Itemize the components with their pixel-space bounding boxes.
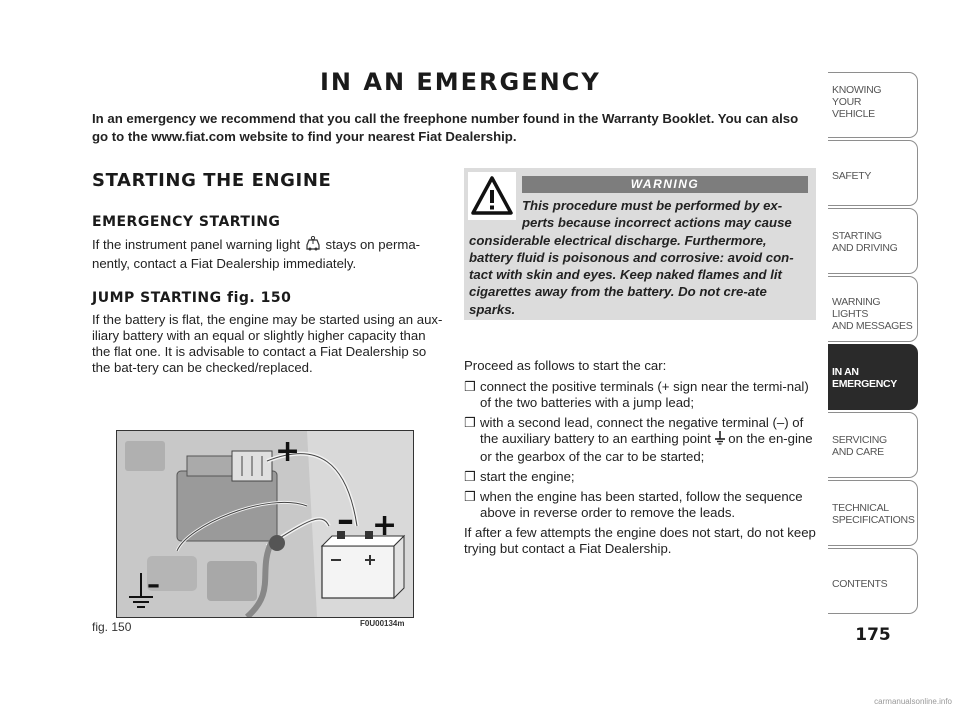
- earth-ground-icon: [715, 431, 725, 449]
- tab-starting-and-driving[interactable]: STARTING AND DRIVING: [828, 208, 918, 274]
- jump-start-battery-illustration: [116, 430, 414, 618]
- page-number: 175: [855, 625, 891, 645]
- list-item: ❒ with a second lead, connect the negative terminal (–) of the auxiliary battery to an earthing point on the en-gine or the gearbox of the car to be started;: [464, 415, 813, 464]
- figure-code: F0U00134m: [360, 619, 405, 628]
- checkbox-bullet-icon: ❒: [464, 489, 476, 504]
- tab-in-an-emergency[interactable]: IN AN EMERGENCY: [828, 344, 918, 410]
- figure-caption: fig. 150: [92, 620, 132, 634]
- checkbox-bullet-icon: ❒: [464, 469, 476, 484]
- list-item: ❒ connect the positive terminals (+ sign near the termi-nal) of the two batteries with a jump lead;: [464, 379, 809, 410]
- footer-watermark: carmanualsonline.info: [874, 697, 952, 706]
- jump-starting-text: If the battery is flat, the engine may be started using an aux-iliary battery with an equal or slightly higher capacity than the flat one. It is advisable to contact a Fiat Dealership so the bat-tery can be checked/replaced.: [92, 312, 443, 375]
- emergency-starting-text: If the instrument panel warning light stays on perma-nently, contact a Fiat Dealership immediately.: [92, 237, 421, 271]
- jump-starting-section: [92, 290, 446, 376]
- page-title: IN AN EMERGENCY: [320, 68, 601, 96]
- warning-text: This procedure must be performed by ex-perts because incorrect actions may cause considerable electrical discharge. Furthermore, battery fluid is poisonous and corrosive: avoid con-tact with skin and eyes. Keep naked flames and lit cigarettes away from the battery. Do not cre-ate sparks.: [469, 198, 794, 317]
- emergency-starting-title: EMERGENCY STARTING: [92, 214, 281, 230]
- tab-contents[interactable]: CONTENTS: [828, 548, 918, 614]
- immobilizer-car-key-icon: [304, 236, 322, 256]
- figure-plus-sign-aux: +: [372, 508, 398, 543]
- figure-plus-sign-battery: +: [275, 434, 301, 469]
- tab-servicing-and-care[interactable]: SERVICING AND CARE: [828, 412, 918, 478]
- tab-safety[interactable]: SAFETY: [828, 140, 918, 206]
- tab-warning-lights-and-messages[interactable]: WARNING LIGHTS AND MESSAGES: [828, 276, 918, 342]
- list-item: ❒ when the engine has been started, follow the sequence above in reverse order to remove the leads.: [464, 489, 803, 520]
- jump-starting-title: JUMP STARTING fig. 150: [92, 290, 292, 306]
- procedure-intro: Proceed as follows to start the car:: [464, 358, 667, 373]
- list-item: ❒ start the engine;: [464, 469, 575, 484]
- procedure-closing: If after a few attempts the engine does not start, do not keep trying but contact a Fiat Dealership.: [464, 525, 816, 556]
- checkbox-bullet-icon: ❒: [464, 379, 476, 394]
- procedure-section: [464, 358, 816, 557]
- figure-minus-sign-earth: –: [147, 570, 160, 600]
- emergency-starting-section: [92, 214, 446, 272]
- procedure-steps: [464, 379, 816, 521]
- tab-technical-specifications[interactable]: TECHNICAL SPECIFICATIONS: [828, 480, 918, 546]
- figure-minus-sign-aux: –: [337, 500, 354, 540]
- intro-paragraph: In an emergency we recommend that you call the freephone number found in the Warranty Booklet. You can also go to the www.fiat.com website to find your nearest Fiat Dealership.: [92, 111, 799, 144]
- section-title: STARTING THE ENGINE: [92, 170, 332, 191]
- warning-label: WARNING: [522, 176, 808, 193]
- warning-box: [464, 168, 816, 320]
- checkbox-bullet-icon: ❒: [464, 415, 476, 430]
- tab-knowing-your-vehicle[interactable]: KNOWING YOUR VEHICLE: [828, 72, 918, 138]
